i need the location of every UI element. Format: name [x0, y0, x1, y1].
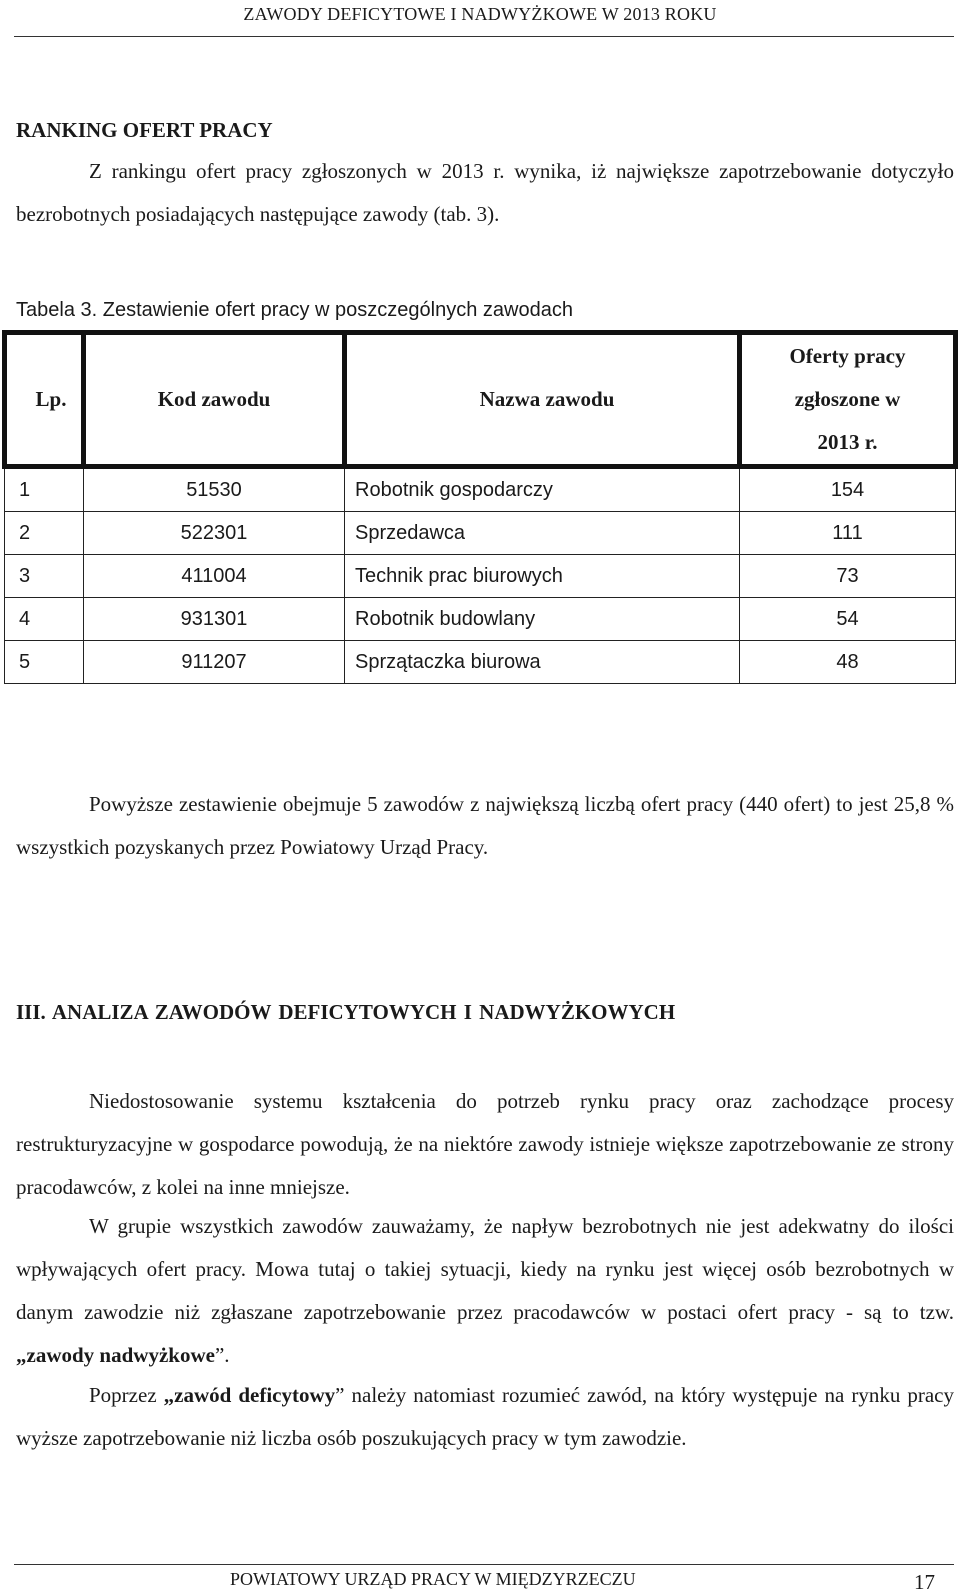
footer-office: POWIATOWY URZĄD PRACY W MIĘDZYRZECZU — [230, 1569, 636, 1589]
analysis-p3-bold-term: zawód deficytowy — [174, 1383, 336, 1407]
summary-paragraph — [16, 783, 954, 869]
table-row — [5, 641, 956, 684]
cell-lp: 5 — [5, 641, 84, 684]
cell-lp: 4 — [5, 598, 84, 641]
cell-kod: 51530 — [84, 467, 345, 512]
cell-nazwa: Robotnik gospodarczy — [345, 467, 740, 512]
cell-kod: 911207 — [84, 641, 345, 684]
header-divider — [14, 36, 954, 37]
analysis-title: III. ANALIZA ZAWODÓW DEFICYTOWYCH I NADWYŻKOWYCH — [16, 1000, 676, 1024]
cell-nazwa: Sprzątaczka biurowa — [345, 641, 740, 684]
table-header-row — [5, 333, 956, 467]
cell-oferty: 154 — [740, 467, 956, 512]
cell-kod: 931301 — [84, 598, 345, 641]
analysis-p2-close: ”. — [214, 1343, 230, 1367]
header-oferty-line2: zgłoszone w — [794, 387, 901, 411]
analysis-paragraph-2 — [16, 1205, 954, 1377]
analysis-p3-lead: Poprzez — [89, 1383, 164, 1407]
table-row — [5, 512, 956, 555]
cell-lp: 2 — [5, 512, 84, 555]
cell-oferty: 48 — [740, 641, 956, 684]
analysis-p3-close-quote: ” — [335, 1383, 345, 1407]
table-row — [5, 555, 956, 598]
header-oferty-line1: Oferty pracy — [789, 344, 906, 368]
header-lp: Lp. — [5, 333, 84, 467]
ranking-intro — [16, 150, 954, 236]
cell-nazwa: Sprzedawca — [345, 512, 740, 555]
cell-lp: 3 — [5, 555, 84, 598]
analysis-paragraph-1 — [16, 1080, 954, 1209]
analysis-p1-text: Niedostosowanie systemu kształcenia do potrzeb rynku pracy oraz zachodzące procesy restrukturyzacyjne w gospodarce powodują, że na niektóre zawody istnieje większe zapotrzebowanie ze strony pracodawców, z kolei na inne mniejsze. — [16, 1089, 954, 1199]
header-nazwa: Nazwa zawodu — [345, 333, 740, 467]
cell-nazwa: Robotnik budowlany — [345, 598, 740, 641]
table-caption: Tabela 3. Zestawienie ofert pracy w poszczególnych zawodach — [16, 299, 573, 321]
analysis-p3-open-quote: „ — [163, 1383, 175, 1407]
analysis-p2-open-quote: „ — [16, 1343, 27, 1367]
job-offers-table — [2, 330, 958, 684]
cell-oferty: 73 — [740, 555, 956, 598]
footer-divider — [14, 1564, 954, 1565]
header-oferty-line3: 2013 r. — [817, 430, 878, 454]
analysis-paragraph-3 — [16, 1374, 954, 1460]
analysis-p2-bold-term: zawody nadwyżkowe — [26, 1343, 215, 1367]
cell-kod: 411004 — [84, 555, 345, 598]
summary-text: Powyższe zestawienie obejmuje 5 zawodów z największą liczbą ofert pracy (440 ofert) to jest 25,8 % wszystkich pozyskanych przez Powiatowy Urząd Pracy. — [16, 792, 954, 859]
header-oferty — [740, 333, 956, 467]
table-row — [5, 598, 956, 641]
cell-kod: 522301 — [84, 512, 345, 555]
page-number: 17 — [914, 1570, 935, 1594]
cell-lp: 1 — [5, 467, 84, 512]
cell-oferty: 111 — [740, 512, 956, 555]
ranking-intro-text: Z rankingu ofert pracy zgłoszonych w 2013 r. wynika, iż największe zapotrzebowanie dotyczyło bezrobotnych posiadających następujące zawody (tab. 3). — [16, 159, 954, 226]
cell-nazwa: Technik prac biurowych — [345, 555, 740, 598]
header-kod: Kod zawodu — [84, 333, 345, 467]
running-header: ZAWODY DEFICYTOWE I NADWYŻKOWE W 2013 ROKU — [243, 4, 717, 24]
analysis-p3-text: należy natomiast rozumieć zawód, na który występuje na rynku pracy wyższe zapotrzebowanie niż liczba osób poszukujących pracy w tym zawodzie. — [16, 1383, 954, 1450]
cell-oferty: 54 — [740, 598, 956, 641]
ranking-title: RANKING OFERT PRACY — [16, 118, 273, 142]
analysis-p2-text: W grupie wszystkich zawodów zauważamy, że napływ bezrobotnych nie jest adekwatny do ilości wpływających ofert pracy. Mowa tutaj o takiej sytuacji, kiedy na rynku jest więcej osób bezrobotnych w danym zawodzie niż zgłaszane zapotrzebowanie przez pracodawców w postaci ofert pracy - są to tzw. — [16, 1214, 954, 1324]
table-row — [5, 467, 956, 512]
